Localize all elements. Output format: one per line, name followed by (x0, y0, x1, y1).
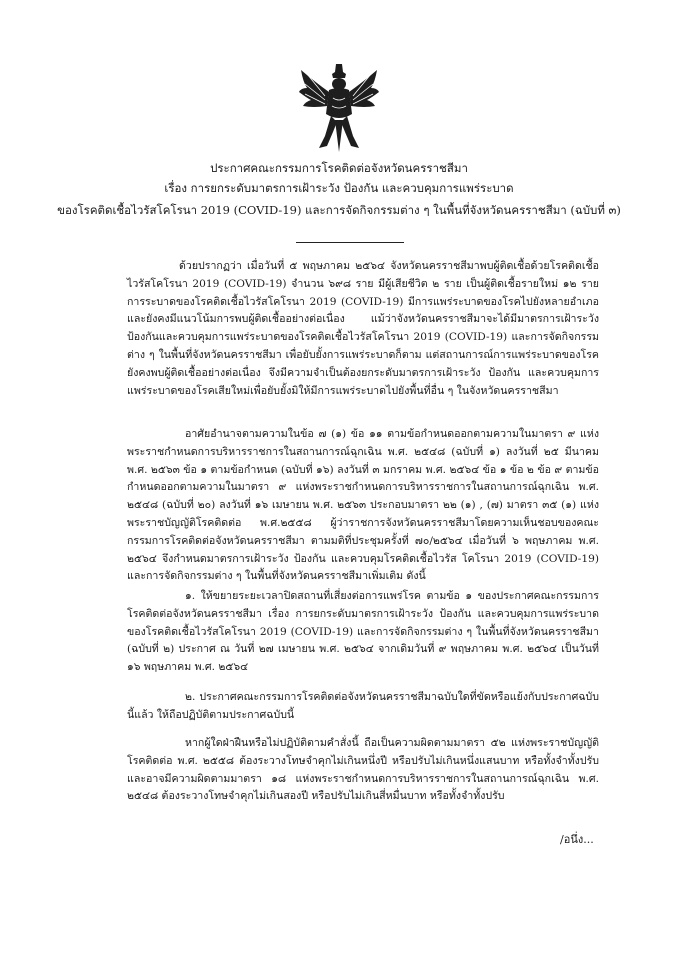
paragraph-penalty: หากผู้ใดฝ่าฝืนหรือไม่ปฏิบัติตามคำสั่งนี้ ถือเป็นความผิดตามมาตรา ๕๒ แห่งพระราชบัญญัติโรคติดต่อ พ.ศ. ๒๕๕๘ ต้องระวางโทษจำคุกไม่เกินหนึ่งปี หรือปรับไม่เกินหนึ่งแสนบาท หรือทั้งจำทั้งปรับ และอาจมีความผิดตามมาตรา ๑๘ แห่งพระราชกำหนดการบริหารราชการในสถานการณ์ฉุกเฉิน พ.ศ. ๒๕๔๘ ต้องระวางโทษจำคุกไม่เกินสองปี หรือปรับไม่เกินสี่หมื่นบาท หรือทั้งจำทั้งปรับ (127, 737, 599, 803)
announcement-subject-continued: ของโรคติดเชื้อไวรัสโคโรนา 2019 (COVID-19) และการจัดกิจกรรมต่าง ๆ ในพื้นที่จังหวัดนครราชสีมา (ฉบับที่ ๓) (57, 203, 621, 217)
paragraph-measure-1: ๑. ให้ขยายระยะเวลาปิดสถานที่เสี่ยงต่อการแพร่โรค ตามข้อ ๑ ของประกาศคณะกรรมการโรคติดต่อจังหวัดนครราชสีมา เรื่อง การยกระดับมาตรการเฝ้าระวัง ป้องกัน และควบคุมการแพร่ระบาดของโรคติดเชื้อไวรัสโคโรนา 2019 (COVID-19) และการจัดกิจกรรมต่าง ๆ ในพื้นที่จังหวัดนครราชสีมา (ฉบับที่ ๒) ประกาศ ณ วันที่ ๒๗ เมษายน พ.ศ. ๒๕๖๔ จากเดิมวันที่ ๙ พฤษภาคม พ.ศ. ๒๕๖๔ เป็นวันที่ ๑๖ พฤษภาคม พ.ศ. ๒๕๖๔ (127, 590, 599, 674)
continued-marker: /อนึ่ง... (560, 833, 594, 846)
heading-divider (296, 242, 404, 243)
paragraph-background: ด้วยปรากฏว่า เมื่อวันที่ ๕ พฤษภาคม ๒๕๖๔ จังหวัดนครราชสีมาพบผู้ติดเชื้อด้วยโรคติดเชื้อไวรัสโคโรนา 2019 (COVID-19) จำนวน ๖๙๘ ราย มีผู้เสียชีวิต ๒ ราย เป็นผู้ติดเชื้อรายใหม่ ๑๒ ราย การระบาดของโรคติดเชื้อไวรัสโคโรนา 2019 (COVID-19) มีการแพร่ระบาดของโรคไปยังหลายอำเภอ และยังคงมีแนวโน้มการพบผู้ติดเชื้ออย่างต่อเนื่อง แม้ว่าจังหวัดนครราชสีมาจะได้มีมาตรการเฝ้าระวัง ป้องกันและควบคุมการแพร่ระบาดของโรคติดเชื้อไวรัสโคโรนา 2019 (COVID-19) และการจัดกิจกรรมต่าง ๆ ในพื้นที่จังหวัดนครราชสีมา เพื่อยับยั้งการแพร่ระบาดก็ตาม แต่สถานการณ์การแพร่ระบาดของโรคยังคงพบผู้ติดเชื้ออย่างต่อเนื่อง จึงมีความจำเป็นต้องยกระดับมาตรการเฝ้าระวัง ป้องกัน และควบคุมการแพร่ระบาดของโรคเสียใหม่เพื่อยับยั้งมิให้มีการแพร่ระบาดไปยังพื้นที่อื่น ๆ ในจังหวัดนครราชสีมา (127, 260, 599, 397)
paragraph-authority: อาศัยอำนาจตามความในข้อ ๗ (๑) ข้อ ๑๑ ตามข้อกำหนดออกตามความในมาตรา ๙ แห่งพระราชกำหนดการบริหารราชการในสถานการณ์ฉุกเฉิน พ.ศ. ๒๕๔๘ (ฉบับที่ ๑) ลงวันที่ ๒๕ มีนาคม พ.ศ. ๒๕๖๓ ข้อ ๑ ตามข้อกำหนด (ฉบับที่ ๑๖) ลงวันที่ ๓ มกราคม พ.ศ. ๒๕๖๔ ข้อ ๑ ข้อ ๒ ข้อ ๙ ตามข้อกำหนดออกตามความในมาตรา ๙ แห่งพระราชกำหนดการบริหารราชการในสถานการณ์ฉุกเฉิน พ.ศ. ๒๕๔๘ (ฉบับที่ ๒๐) ลงวันที่ ๑๖ เมษายน พ.ศ. ๒๕๖๓ ประกอบมาตรา ๒๒ (๑) , (๗) มาตรา ๓๕ (๑) แห่งพระราชบัญญัติโรคติดต่อ พ.ศ.๒๕๕๘ ผู้ว่าราชการจังหวัดนครราชสีมาโดยความเห็นชอบของคณะกรรมการโรคติดต่อจังหวัดนครราชสีมา ตามมติที่ประชุมครั้งที่ ๗๐/๒๕๖๔ เมื่อวันที่ ๖ พฤษภาคม พ.ศ. ๒๕๖๔ จึงกำหนดมาตรการเฝ้าระวัง ป้องกัน และควบคุมโรคติดเชื้อไวรัส โคโรนา 2019 (COVID-19) และการจัดกิจกรรมต่าง ๆ ในพื้นที่จังหวัดนครราชสีมาเพิ่มเติม ดังนี้ (127, 428, 599, 583)
announcement-subject: เรื่อง การยกระดับมาตรการเฝ้าระวัง ป้องกัน และควบคุมการแพร่ระบาด (164, 181, 514, 195)
announcement-title: ประกาศคณะกรรมการโรคติดต่อจังหวัดนครราชสีมา (210, 161, 468, 175)
garuda-emblem-icon (297, 62, 381, 154)
paragraph-measure-2: ๒. ประกาศคณะกรรมการโรคติดต่อจังหวัดนครราชสีมาฉบับใดที่ขัดหรือแย้งกับประกาศฉบับนี้แล้ว ให้ถือปฏิบัติตามประกาศฉบับนี้ (127, 691, 599, 721)
